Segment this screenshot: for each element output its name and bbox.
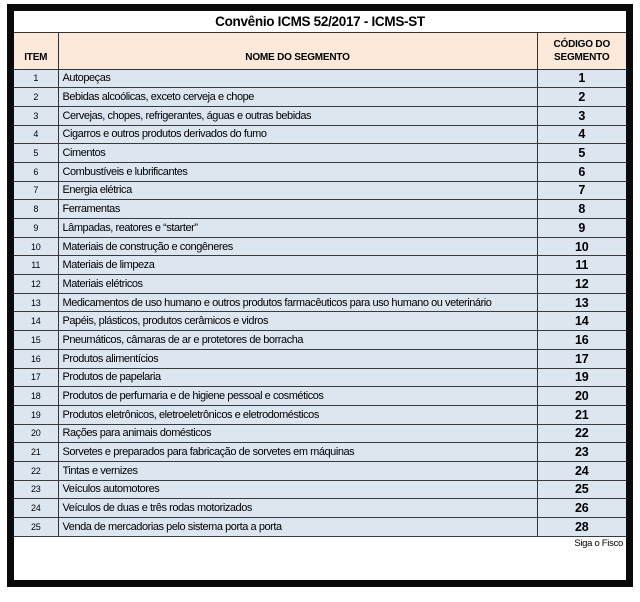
segment-code: 24 <box>537 461 626 480</box>
segment-code: 9 <box>537 219 626 238</box>
item-number: 15 <box>14 331 58 350</box>
segment-code: 21 <box>537 405 626 424</box>
segment-name: Produtos eletrônicos, eletroeletrônicos e eletrodomésticos <box>58 405 537 424</box>
footer-row <box>14 536 626 550</box>
table-row <box>14 181 626 200</box>
segment-name: Produtos alimentícios <box>58 349 537 368</box>
segment-name: Produtos de perfumaria e de higiene pessoal e cosméticos <box>58 387 537 406</box>
segment-code: 16 <box>537 331 626 350</box>
segment-code: 23 <box>537 443 626 462</box>
segment-code: 3 <box>537 106 626 125</box>
table-row <box>14 443 626 462</box>
segment-name: Energia elétrica <box>58 181 537 200</box>
segment-name: Materiais elétricos <box>58 275 537 294</box>
segment-name: Autopeças <box>58 69 537 88</box>
segment-code: 13 <box>537 293 626 312</box>
item-number: 23 <box>14 480 58 499</box>
table-row <box>14 162 626 181</box>
column-header-item: ITEM <box>14 32 58 69</box>
segment-code: 2 <box>537 88 626 107</box>
segment-name: Venda de mercadorias pelo sistema porta a porta <box>58 518 537 537</box>
segment-code: 4 <box>537 125 626 144</box>
segment-name: Veículos automotores <box>58 480 537 499</box>
segment-name: Cigarros e outros produtos derivados do fumo <box>58 125 537 144</box>
segment-name: Ferramentas <box>58 200 537 219</box>
item-number: 2 <box>14 88 58 107</box>
segment-name: Papéis, plásticos, produtos cerâmicos e vidros <box>58 312 537 331</box>
item-number: 1 <box>14 69 58 88</box>
table-row <box>14 331 626 350</box>
column-header-row <box>14 32 626 69</box>
segment-code: 22 <box>537 424 626 443</box>
table-row <box>14 312 626 331</box>
item-number: 22 <box>14 461 58 480</box>
segment-code: 6 <box>537 162 626 181</box>
item-number: 20 <box>14 424 58 443</box>
table-row <box>14 275 626 294</box>
segment-name: Medicamentos de uso humano e outros produtos farmacêuticos para uso humano ou veterinário <box>58 293 537 312</box>
column-header-code: CÓDIGO DO SEGMENTO <box>537 32 626 69</box>
item-number: 5 <box>14 144 58 163</box>
table-frame <box>7 4 633 587</box>
table-row <box>14 69 626 88</box>
segment-code: 10 <box>537 237 626 256</box>
table-row <box>14 200 626 219</box>
item-number: 25 <box>14 518 58 537</box>
item-number: 14 <box>14 312 58 331</box>
page-title: Convênio ICMS 52/2017 - ICMS-ST <box>14 11 626 32</box>
table-row <box>14 256 626 275</box>
item-number: 8 <box>14 200 58 219</box>
segments-table <box>14 11 626 550</box>
table-row <box>14 368 626 387</box>
segment-name: Cimentos <box>58 144 537 163</box>
segment-name: Cervejas, chopes, refrigerantes, águas e outras bebidas <box>58 106 537 125</box>
segment-code: 17 <box>537 349 626 368</box>
segment-code: 19 <box>537 368 626 387</box>
segment-code: 20 <box>537 387 626 406</box>
item-number: 3 <box>14 106 58 125</box>
item-number: 12 <box>14 275 58 294</box>
table-row <box>14 237 626 256</box>
item-number: 19 <box>14 405 58 424</box>
segment-name: Tintas e vernizes <box>58 461 537 480</box>
segment-name: Materiais de construção e congêneres <box>58 237 537 256</box>
segment-code: 12 <box>537 275 626 294</box>
segment-name: Pneumáticos, câmaras de ar e protetores de borracha <box>58 331 537 350</box>
segment-name: Bebidas alcoólicas, exceto cerveja e chope <box>58 88 537 107</box>
table-body <box>14 69 626 536</box>
segment-code: 14 <box>537 312 626 331</box>
segment-name: Rações para animais domésticos <box>58 424 537 443</box>
table-row <box>14 106 626 125</box>
segment-code: 26 <box>537 499 626 518</box>
segment-code: 5 <box>537 144 626 163</box>
table-row <box>14 293 626 312</box>
segment-code: 25 <box>537 480 626 499</box>
item-number: 9 <box>14 219 58 238</box>
table-row <box>14 219 626 238</box>
item-number: 16 <box>14 349 58 368</box>
table-row <box>14 518 626 537</box>
segment-name: Veículos de duas e três rodas motorizados <box>58 499 537 518</box>
table-row <box>14 125 626 144</box>
item-number: 7 <box>14 181 58 200</box>
footer-credit: Siga o Fisco <box>14 536 626 550</box>
table-row <box>14 424 626 443</box>
item-number: 10 <box>14 237 58 256</box>
item-number: 11 <box>14 256 58 275</box>
segment-name: Produtos de papelaria <box>58 368 537 387</box>
table-row <box>14 480 626 499</box>
table-row <box>14 349 626 368</box>
table-row <box>14 499 626 518</box>
item-number: 17 <box>14 368 58 387</box>
table-row <box>14 387 626 406</box>
item-number: 18 <box>14 387 58 406</box>
title-row <box>14 11 626 32</box>
item-number: 4 <box>14 125 58 144</box>
item-number: 13 <box>14 293 58 312</box>
segment-name: Materiais de limpeza <box>58 256 537 275</box>
segment-name: Sorvetes e preparados para fabricação de sorvetes em máquinas <box>58 443 537 462</box>
segment-code: 1 <box>537 69 626 88</box>
column-header-name: NOME DO SEGMENTO <box>58 32 537 69</box>
table-row <box>14 88 626 107</box>
item-number: 24 <box>14 499 58 518</box>
segment-code: 8 <box>537 200 626 219</box>
table-row <box>14 144 626 163</box>
table-row <box>14 461 626 480</box>
item-number: 6 <box>14 162 58 181</box>
segment-code: 7 <box>537 181 626 200</box>
segment-name: Lâmpadas, reatores e “starter” <box>58 219 537 238</box>
table-row <box>14 405 626 424</box>
segment-code: 11 <box>537 256 626 275</box>
segment-code: 28 <box>537 518 626 537</box>
segment-name: Combustíveis e lubrificantes <box>58 162 537 181</box>
item-number: 21 <box>14 443 58 462</box>
